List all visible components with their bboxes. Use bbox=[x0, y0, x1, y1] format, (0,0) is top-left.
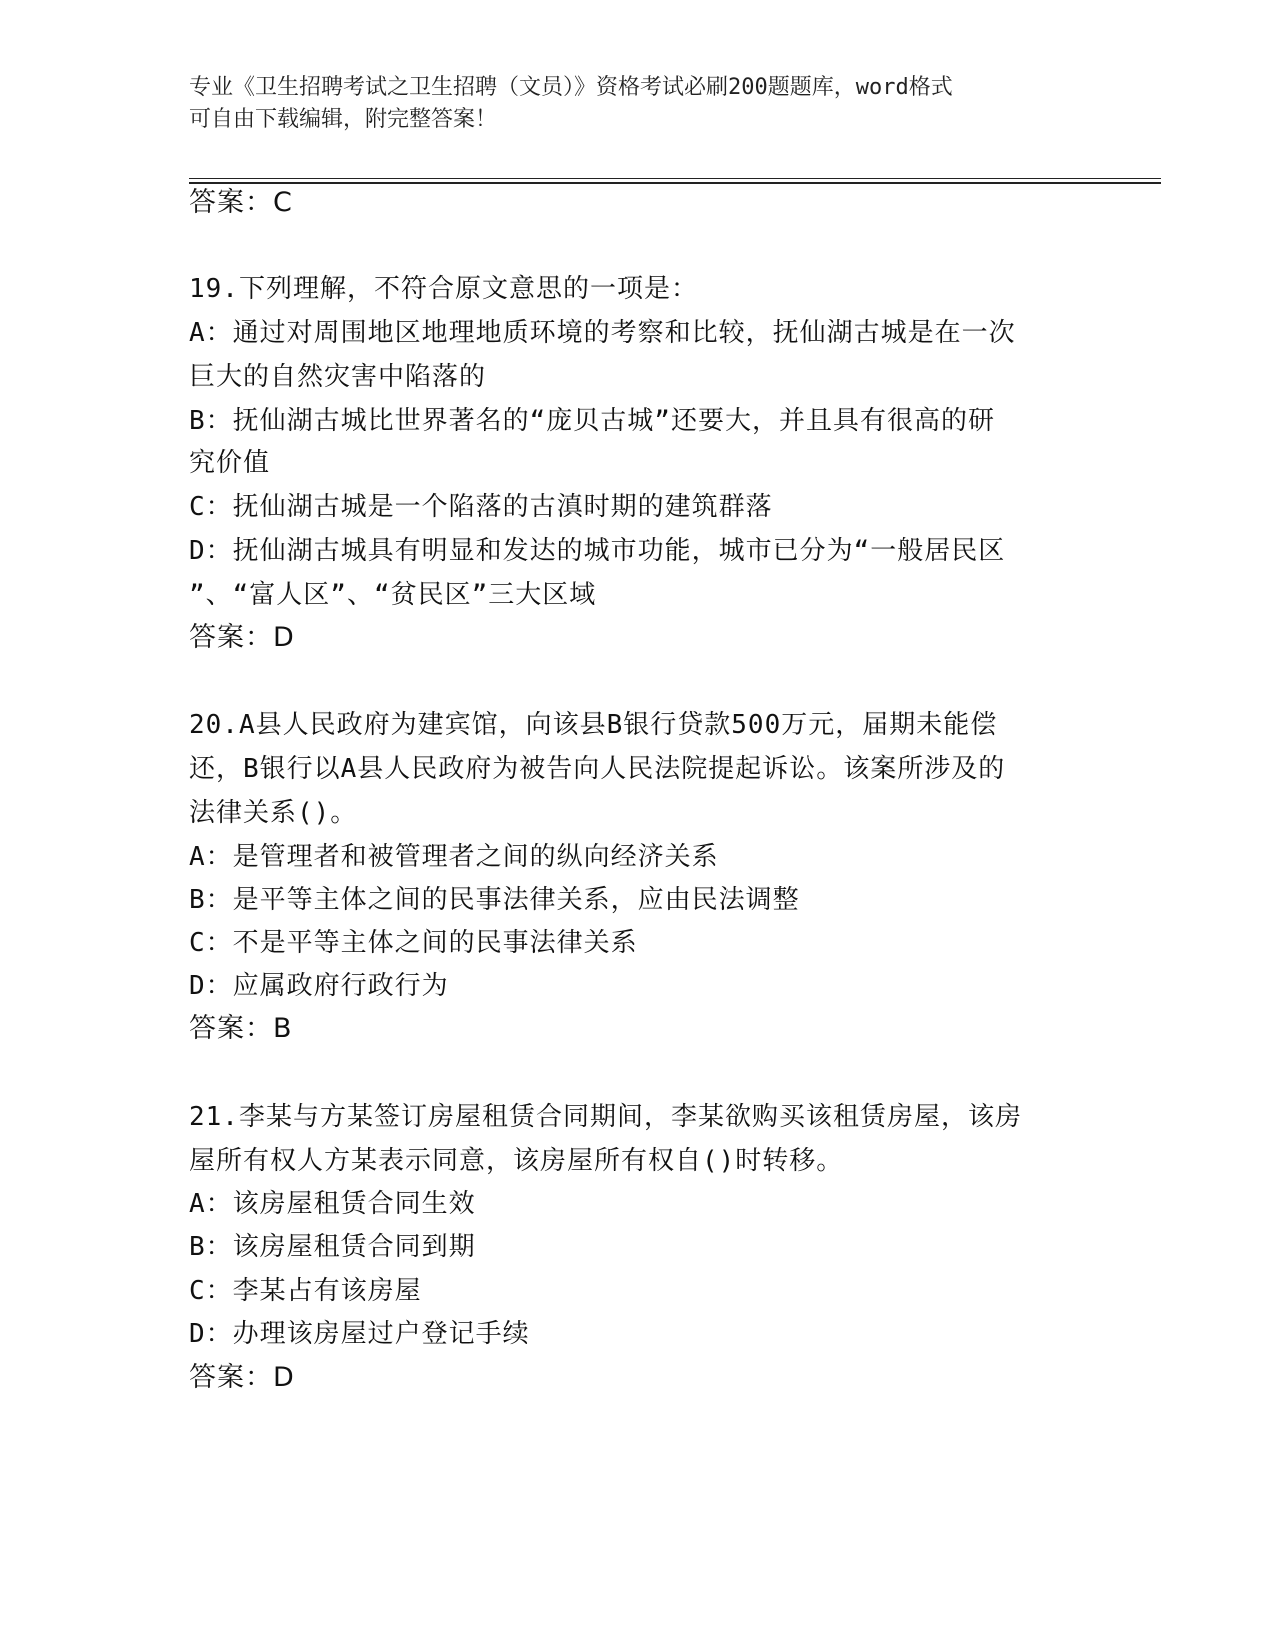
q20-option-d: D：应属政府行政行为 bbox=[189, 971, 449, 1001]
q21-stem-line2: 屋所有权人方某表示同意，该房屋所有权自()时转移。 bbox=[189, 1146, 844, 1176]
q19-option-b-line2: 究价值 bbox=[189, 448, 271, 478]
header-line-2: 可自由下载编辑，附完整答案！ bbox=[189, 107, 498, 132]
answer-q18: 答案：C bbox=[189, 187, 293, 218]
q20-stem-line1: 20.A县人民政府为建宾馆，向该县B银行贷款500万元，届期未能偿 bbox=[189, 710, 998, 740]
q19-option-c: C：抚仙湖古城是一个陷落的古滇时期的建筑群落 bbox=[189, 492, 773, 522]
q21-stem-line1: 21.李某与方某签订房屋租赁合同期间，李某欲购买该租赁房屋，该房 bbox=[189, 1102, 1022, 1132]
q21-option-b: B：该房屋租赁合同到期 bbox=[189, 1232, 476, 1262]
q20-option-b: B：是平等主体之间的民事法律关系，应由民法调整 bbox=[189, 885, 800, 915]
header-line-1: 专业《卫生招聘考试之卫生招聘（文员）》资格考试必刷200题题库，word格式 bbox=[189, 75, 953, 100]
q20-option-a: A：是管理者和被管理者之间的纵向经济关系 bbox=[189, 842, 719, 872]
answer-q20: 答案：B bbox=[189, 1013, 293, 1044]
q19-option-b-line1: B：抚仙湖古城比世界著名的“庞贝古城”还要大，并且具有很高的研 bbox=[189, 406, 995, 436]
q19-stem: 19.下列理解，不符合原文意思的一项是： bbox=[189, 274, 698, 304]
answer-q19: 答案：D bbox=[189, 622, 295, 653]
q20-option-c: C：不是平等主体之间的民事法律关系 bbox=[189, 928, 638, 958]
q21-option-d: D：办理该房屋过户登记手续 bbox=[189, 1319, 530, 1349]
page-header bbox=[189, 72, 1089, 136]
q19-option-d-line1: D：抚仙湖古城具有明显和发达的城市功能，城市已分为“一般居民区 bbox=[189, 536, 1006, 566]
q21-option-a: A：该房屋租赁合同生效 bbox=[189, 1189, 476, 1219]
answer-q21: 答案：D bbox=[189, 1362, 295, 1393]
q19-option-a-line1: A：通过对周围地区地理地质环境的考察和比较，抚仙湖古城是在一次 bbox=[189, 318, 1016, 348]
q21-option-c: C：李某占有该房屋 bbox=[189, 1276, 422, 1306]
q20-stem-line3: 法律关系()。 bbox=[189, 798, 358, 828]
q19-option-a-line2: 巨大的自然灾害中陷落的 bbox=[189, 362, 487, 392]
q20-stem-line2: 还，B银行以A县人民政府为被告向人民法院提起诉讼。该案所涉及的 bbox=[189, 754, 1006, 784]
q19-option-d-line2: ”、“富人区”、“贫民区”三大区域 bbox=[189, 580, 597, 610]
